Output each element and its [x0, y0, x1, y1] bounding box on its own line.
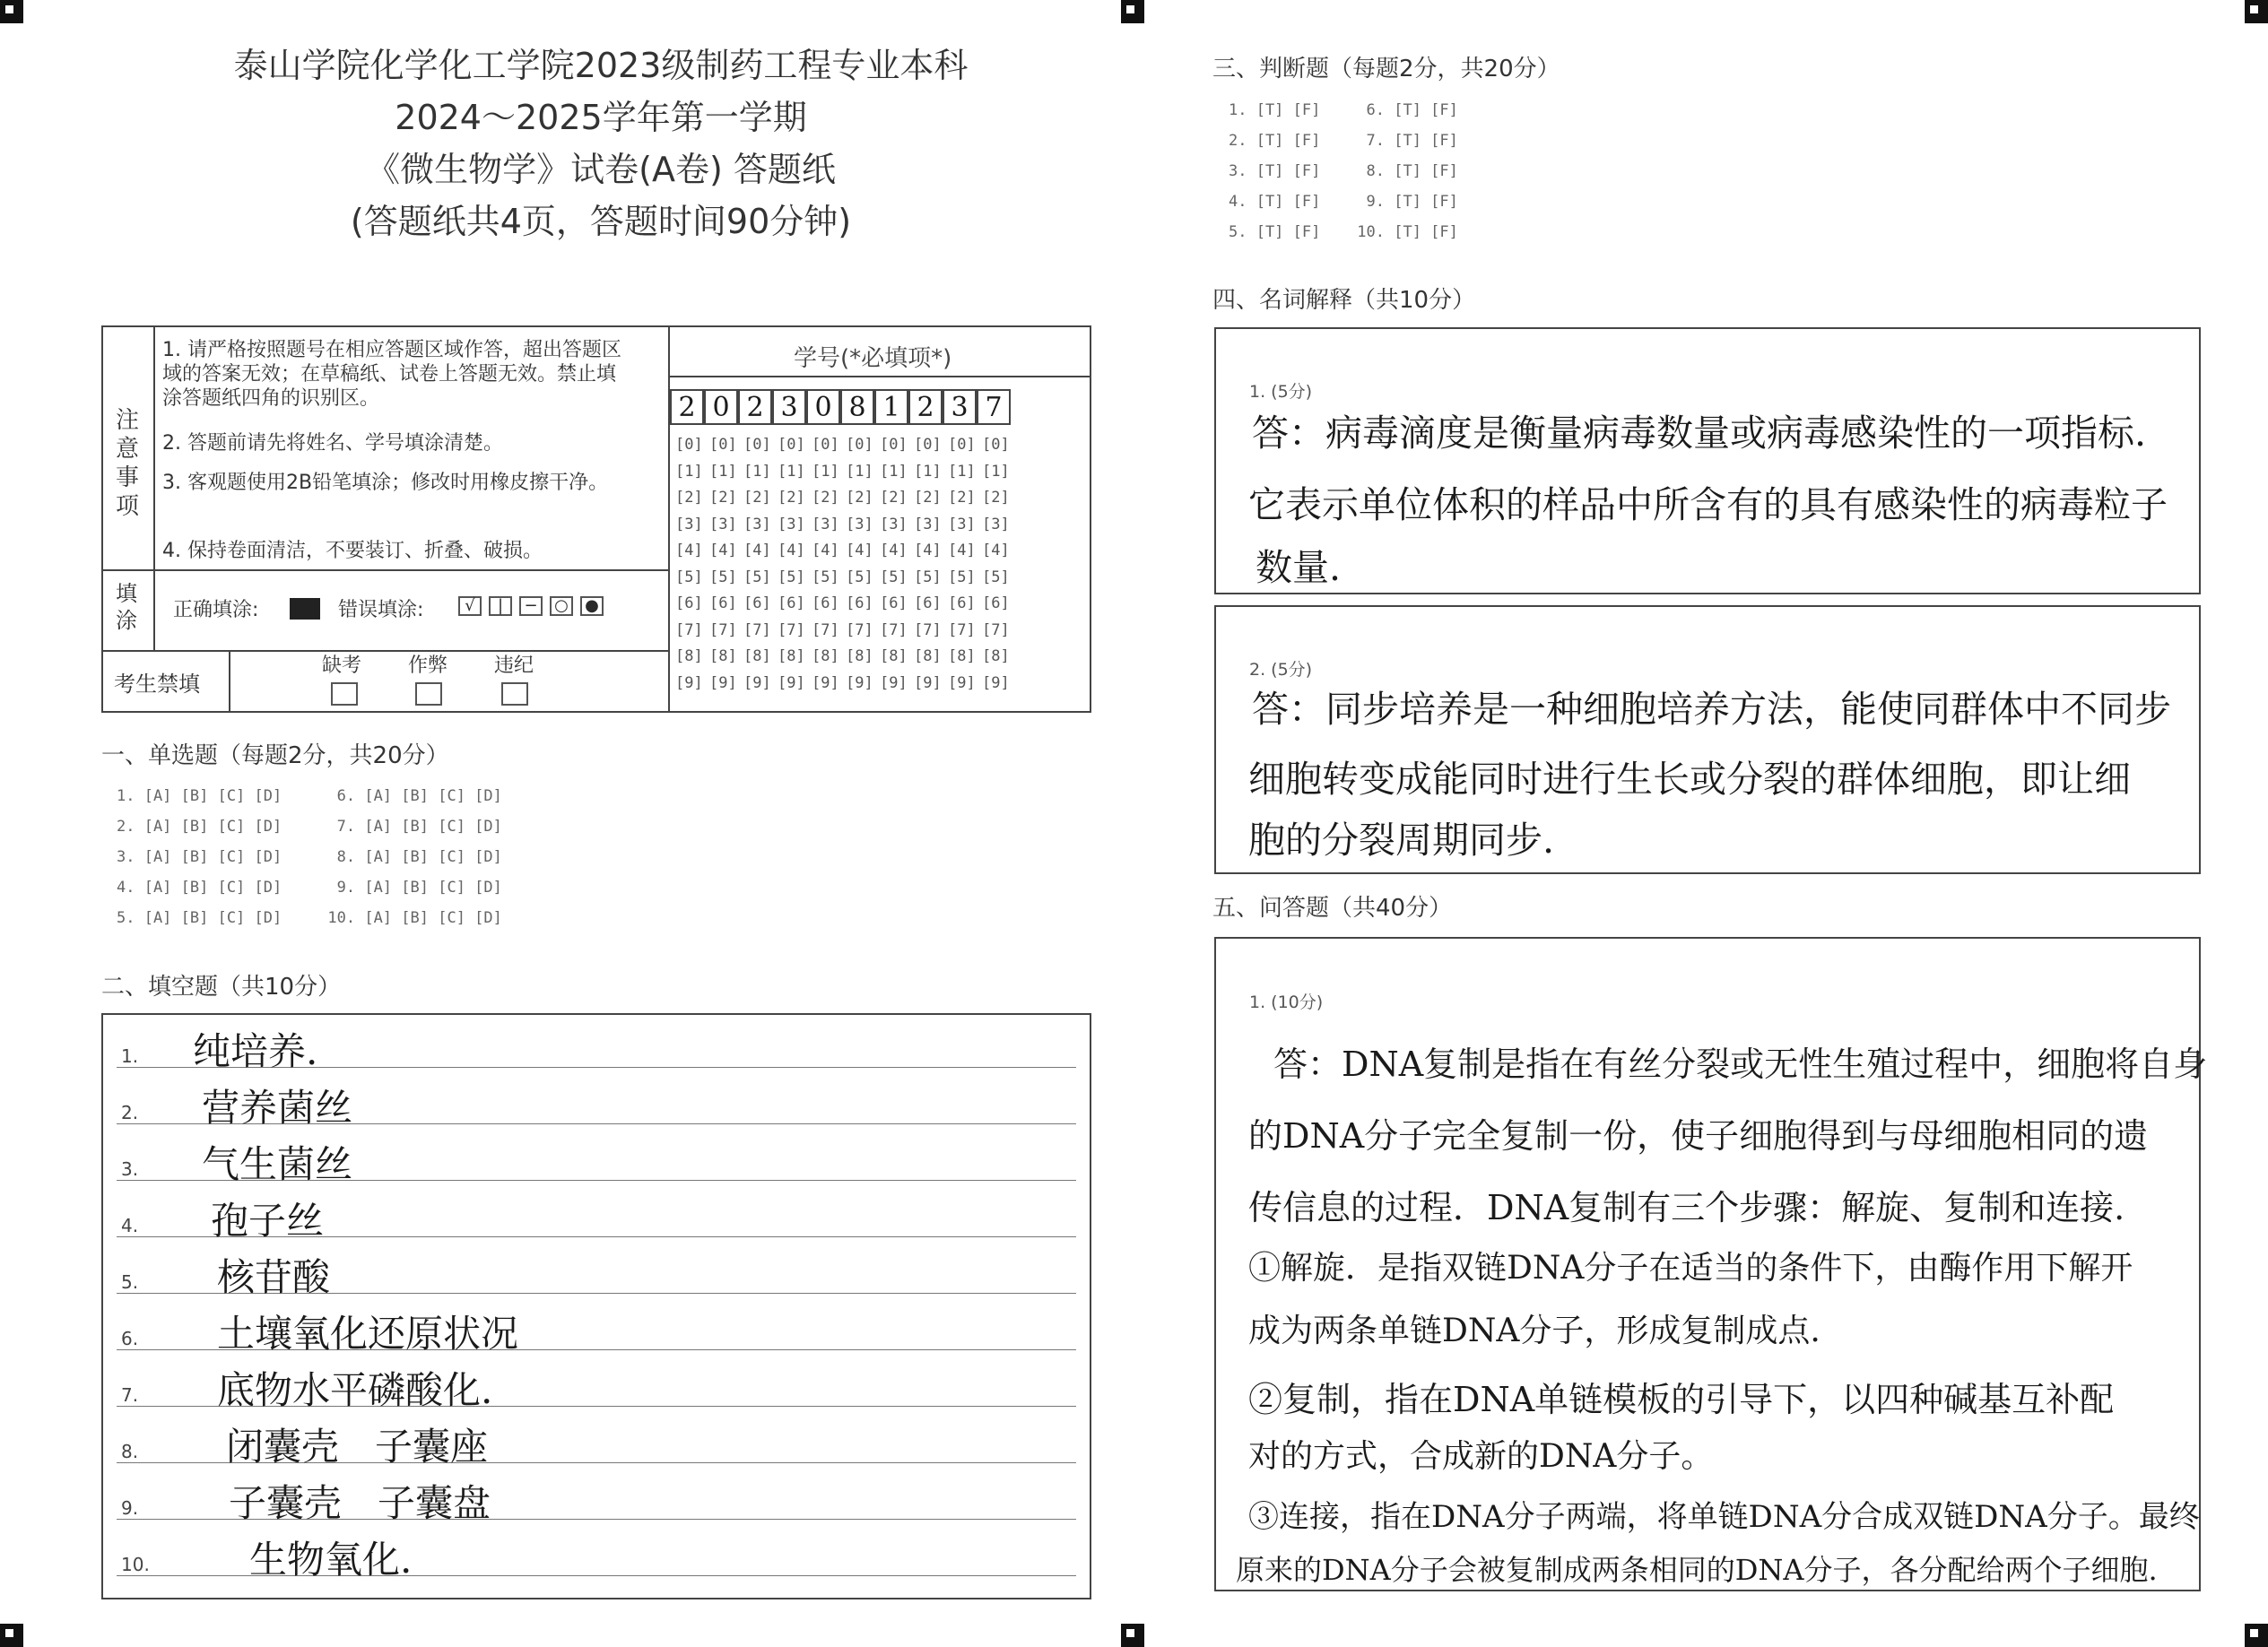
- absent-label: 缺考: [322, 654, 362, 677]
- id-digit: 2: [908, 389, 943, 425]
- cheat-checkbox[interactable]: [415, 682, 442, 706]
- id-digit: 1: [874, 389, 908, 425]
- id-digit: 0: [806, 389, 840, 425]
- section5-title: 五、问答题（共40分）: [1212, 895, 1453, 922]
- term-answer-box-1: [1214, 327, 2201, 594]
- question-label: 2. (5分): [1249, 660, 1313, 680]
- blank-number: 5.: [121, 1271, 139, 1293]
- blank-answer: 子囊壳 子囊盘: [229, 1481, 491, 1525]
- corner-marker-top-middle: [1121, 0, 1144, 23]
- blank-answer: 闭囊壳 子囊座: [226, 1425, 489, 1469]
- exam-header-term: 2024～2025学年第一学期: [395, 98, 807, 137]
- notice-item-2: 2. 答题前请先将姓名、学号填涂清楚。: [162, 432, 503, 455]
- corner-marker-top-right: [2245, 0, 2268, 23]
- exam-forbidden-label: 考生禁填: [114, 672, 200, 697]
- id-bubble-column[interactable]: [0] [1] [2] [3] [4] [5] [6] [7] [8] [9]: [846, 436, 873, 692]
- section2-title: 二、填空题（共10分）: [101, 974, 342, 1001]
- fill-title: 填 涂: [116, 581, 137, 633]
- blank-number: 3.: [121, 1158, 139, 1180]
- correct-fill-sample: [290, 598, 320, 620]
- fill-correct-label: 正确填涂:: [173, 599, 259, 621]
- id-digit: 2: [670, 389, 704, 425]
- blank-answer: 营养菌丝: [202, 1086, 353, 1130]
- blank-answer: 底物水平磷酸化.: [217, 1368, 493, 1412]
- blank-answer: 孢子丝: [211, 1199, 325, 1243]
- notice-title: 注 意 事 项: [116, 407, 140, 520]
- blank-number: 4.: [121, 1215, 139, 1236]
- id-bubble-column[interactable]: [0] [1] [2] [3] [4] [5] [6] [7] [8] [9]: [914, 436, 942, 692]
- id-digit: 3: [772, 389, 806, 425]
- choice-row[interactable]: 3. [A] [B] [C] [D] 8. [A] [B] [C] [D]: [117, 848, 502, 866]
- corner-marker-bottom-right: [2245, 1624, 2268, 1647]
- blank-number: 7.: [121, 1384, 139, 1406]
- tf-row[interactable]: 2. [T] [F] 7. [T] [F]: [1229, 132, 1458, 150]
- handwritten-line: 答：DNA复制是指在有丝分裂或无性生殖过程中，细胞将自身: [1273, 1045, 2208, 1084]
- handwritten-line: 答：病毒滴度是衡量病毒数量或病毒感染性的一项指标.: [1252, 412, 2147, 455]
- corner-marker-top-left: [0, 0, 23, 23]
- handwritten-line: 的DNA分子完全复制一份，使子细胞得到与母细胞相同的遗: [1248, 1116, 2149, 1156]
- id-digit: 0: [704, 389, 738, 425]
- question-label: 1. (5分): [1249, 382, 1313, 402]
- id-digit: 3: [943, 389, 977, 425]
- id-bubble-column[interactable]: [0] [1] [2] [3] [4] [5] [6] [7] [8] [9]: [778, 436, 805, 692]
- tf-row[interactable]: 5. [T] [F] 10. [T] [F]: [1229, 223, 1458, 241]
- id-bubble-column[interactable]: [0] [1] [2] [3] [4] [5] [6] [7] [8] [9]: [709, 436, 737, 692]
- blank-number: 6.: [121, 1328, 139, 1349]
- handwritten-line: 胞的分裂周期同步.: [1248, 819, 1555, 862]
- section3-title: 三、判断题（每题2分，共20分）: [1212, 56, 1560, 82]
- violation-label: 违纪: [494, 654, 534, 677]
- id-digit: 7: [977, 389, 1011, 425]
- blank-answer: 纯培养.: [193, 1029, 318, 1073]
- id-bubble-column[interactable]: [0] [1] [2] [3] [4] [5] [6] [7] [8] [9]: [948, 436, 976, 692]
- handwritten-line: ②复制，指在DNA单链模板的引导下，以四种碱基互补配: [1248, 1380, 2115, 1419]
- fill-wrong-label: 错误填涂:: [338, 599, 424, 621]
- absent-checkbox[interactable]: [331, 682, 358, 706]
- blank-number: 1.: [121, 1045, 139, 1067]
- blank-number: 10.: [121, 1554, 150, 1575]
- blank-answer: 气生菌丝: [202, 1142, 353, 1186]
- blank-number: 9.: [121, 1497, 139, 1519]
- handwritten-line: 它表示单位体积的样品中所含有的具有感染性的病毒粒子: [1248, 483, 2168, 526]
- exam-header-title: 《微生物学》试卷(A卷) 答题纸: [366, 150, 836, 189]
- tf-row[interactable]: 4. [T] [F] 9. [T] [F]: [1229, 193, 1458, 211]
- id-bubble-column[interactable]: [0] [1] [2] [3] [4] [5] [6] [7] [8] [9]: [982, 436, 1010, 692]
- section1-title: 一、单选题（每题2分，共20分）: [101, 742, 449, 769]
- id-bubble-column[interactable]: [0] [1] [2] [3] [4] [5] [6] [7] [8] [9]: [675, 436, 703, 692]
- handwritten-line: 成为两条单链DNA分子，形成复制成点.: [1248, 1313, 1820, 1349]
- notice-item-1: 1. 请严格按照题号在相应答题区域作答，超出答题区域的答案无效；在草稿纸、试卷上答题无效。禁止填涂答题纸四角的识别区。: [162, 339, 621, 410]
- exam-header-school: 泰山学院化学化工学院2023级制药工程专业本科: [233, 46, 969, 85]
- handwritten-line: 传信息的过程．DNA复制有三个步骤：解旋、复制和连接.: [1248, 1188, 2125, 1227]
- handwritten-line: ③连接，指在DNA分子两端，将单链DNA分合成双链DNA分子。最终: [1248, 1499, 2200, 1535]
- blank-answer: 生物氧化.: [249, 1538, 413, 1582]
- corner-marker-bottom-middle: [1121, 1624, 1144, 1647]
- handwritten-line: ①解旋．是指双链DNA分子在适当的条件下，由酶作用下解开: [1248, 1250, 2133, 1287]
- tf-row[interactable]: 1. [T] [F] 6. [T] [F]: [1229, 101, 1458, 119]
- id-digit: 2: [738, 389, 772, 425]
- corner-marker-bottom-left: [0, 1624, 23, 1647]
- notice-item-4: 4. 保持卷面清洁，不要装订、折叠、破损。: [162, 540, 543, 562]
- handwritten-line: 原来的DNA分子会被复制成两条相同的DNA分子，各分配给两个子细胞.: [1236, 1553, 2158, 1587]
- cheat-label: 作弊: [408, 654, 448, 677]
- id-bubble-column[interactable]: [0] [1] [2] [3] [4] [5] [6] [7] [8] [9]: [812, 436, 839, 692]
- tf-row[interactable]: 3. [T] [F] 8. [T] [F]: [1229, 162, 1458, 180]
- student-id-title: 学号(*必填项*): [794, 345, 952, 372]
- handwritten-line: 对的方式，合成新的DNA分子。: [1248, 1438, 1714, 1475]
- id-bubble-column[interactable]: [0] [1] [2] [3] [4] [5] [6] [7] [8] [9]: [743, 436, 771, 692]
- question-label: 1. (10分): [1249, 993, 1324, 1012]
- notice-item-3: 3. 客观题使用2B铅笔填涂；修改时用橡皮擦干净。: [162, 472, 609, 494]
- handwritten-line: 数量.: [1256, 546, 1342, 589]
- blank-number: 2.: [121, 1102, 139, 1123]
- blank-answer: 土壤氧化还原状况: [217, 1312, 519, 1356]
- choice-row[interactable]: 1. [A] [B] [C] [D] 6. [A] [B] [C] [D]: [117, 787, 502, 805]
- choice-row[interactable]: 2. [A] [B] [C] [D] 7. [A] [B] [C] [D]: [117, 818, 502, 836]
- handwritten-line: 答：同步培养是一种细胞培养方法，能使同群体中不同步: [1252, 688, 2171, 731]
- handwritten-line: 细胞转变成能同时进行生长或分裂的群体细胞，即让细: [1248, 758, 2131, 801]
- blank-number: 8.: [121, 1441, 139, 1462]
- section4-title: 四、名词解释（共10分）: [1212, 287, 1476, 314]
- id-bubble-column[interactable]: [0] [1] [2] [3] [4] [5] [6] [7] [8] [9]: [880, 436, 908, 692]
- exam-header-note: (答题纸共4页，答题时间90分钟): [350, 202, 852, 241]
- blank-answer: 核苷酸: [217, 1255, 331, 1299]
- id-digit: 8: [840, 389, 874, 425]
- violation-checkbox[interactable]: [501, 682, 528, 706]
- choice-row[interactable]: 4. [A] [B] [C] [D] 9. [A] [B] [C] [D]: [117, 879, 502, 897]
- wrong-fill-samples: √ | − ○ ●: [455, 596, 607, 616]
- choice-row[interactable]: 5. [A] [B] [C] [D] 10. [A] [B] [C] [D]: [117, 909, 502, 927]
